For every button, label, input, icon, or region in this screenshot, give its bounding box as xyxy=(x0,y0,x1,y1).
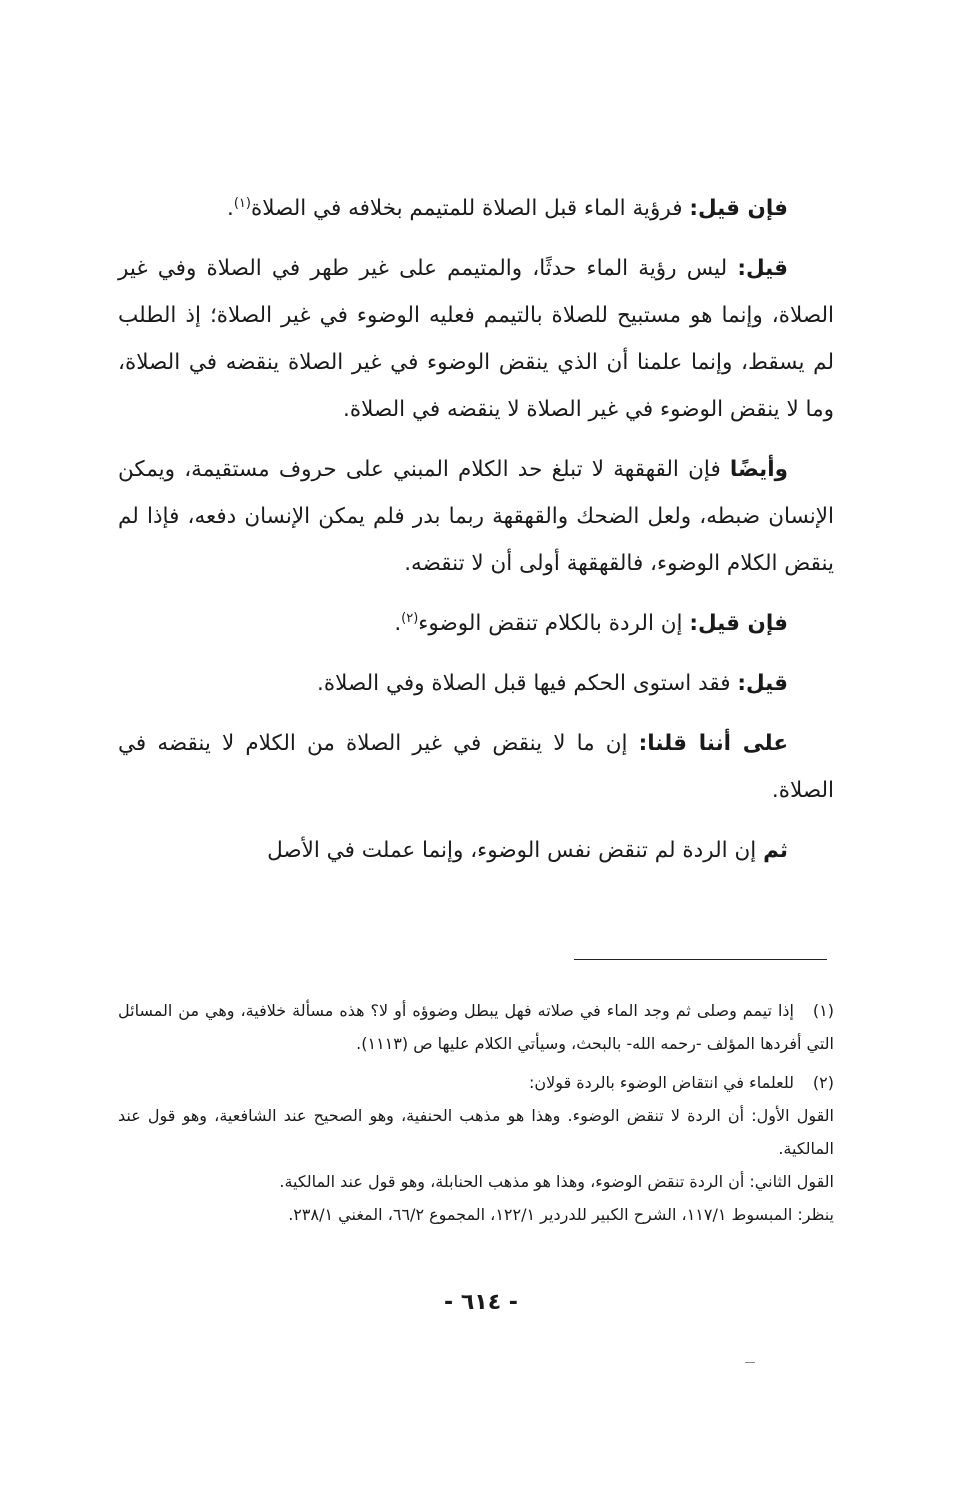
paragraph-lead: وأيضًا xyxy=(729,457,788,482)
scan-mark xyxy=(745,1362,755,1363)
footnote-opinion-1: القول الأول: أن الردة لا تنقض الوضوء. وهذا هو مذهب الحنفية، وهو الصحيح عند الشافعية، وهو قول عند المالكية. xyxy=(118,1106,834,1158)
footnote-intro: للعلماء في انتقاض الوضوء بالردة قولان: xyxy=(529,1073,794,1092)
main-text xyxy=(118,185,834,887)
paragraph-5 xyxy=(118,660,834,707)
footnote-separator xyxy=(574,959,827,960)
footnote-text: إذا تيمم وصلى ثم وجد الماء في صلاته فهل يبطل وضوؤه أو لا؟ هذه مسألة خلافية، وهي من المسائل التي أفردها المؤلف -رحمه الله- بالبحث، وسيأتي الكلام عليها ص (١١١٣). xyxy=(118,1001,834,1053)
paragraph-lead: قيل: xyxy=(737,671,788,696)
paragraph-tail: . xyxy=(394,611,402,636)
footnotes xyxy=(118,994,834,1237)
footnote-1 xyxy=(118,994,834,1060)
paragraph-2 xyxy=(118,245,834,433)
footnote-ref-2[interactable]: (٢) xyxy=(401,610,419,626)
footnote-references: ينظر: المبسوط ١١٧/١، الشرح الكبير للدردير ١٢٢/١، المجموع ٦٦/٢، المغني ٢٣٨/١. xyxy=(288,1205,834,1224)
paragraph-text: إن ما لا ينقض في غير الصلاة من الكلام لا ينقضه في الصلاة. xyxy=(118,731,834,803)
footnote-2 xyxy=(118,1066,834,1231)
paragraph-text: ليس رؤية الماء حدثًا، والمتيمم على غير طهر في الصلاة وفي غير الصلاة، وإنما هو مستبيح للصلاة بالتيمم فعليه الوضوء في غير الصلاة؛ إذ الطلب لم يسقط، وإنما علمنا أن الذي ينقض الوضوء في غير الصلاة ينقضه في الصلاة، وما لا ينقض الوضوء في غير الصلاة لا ينقضه في الصلاة. xyxy=(118,256,834,422)
paragraph-lead: على أننا قلنا: xyxy=(638,731,789,756)
footnote-number: (٢) xyxy=(812,1073,834,1092)
paragraph-text: فرؤية الماء قبل الصلاة للمتيمم بخلافه في الصلاة xyxy=(250,196,690,221)
paragraph-text: إن الردة لم تنقض نفس الوضوء، وإنما عملت في الأصل xyxy=(267,838,764,863)
paragraph-text: فإن القهقهة لا تبلغ حد الكلام المبني على حروف مستقيمة، ويمكن الإنسان ضبطه، ولعل الضحك والقهقهة ربما بدر فلم يمكن الإنسان دفعه، فإذا لم ينقض الكلام الوضوء، فالقهقهة أولى أن لا تنقضه. xyxy=(118,457,834,576)
paragraph-lead: فإن قيل: xyxy=(689,611,788,636)
paragraph-text: إن الردة بالكلام تنقض الوضوء xyxy=(418,611,690,636)
paragraph-lead: قيل: xyxy=(737,256,788,281)
paragraph-tail: . xyxy=(226,196,234,221)
paragraph-7 xyxy=(118,827,834,874)
paragraph-lead: فإن قيل: xyxy=(689,196,788,221)
paragraph-text: فقد استوى الحكم فيها قبل الصلاة وفي الصلاة. xyxy=(317,671,738,696)
footnote-number: (١) xyxy=(812,1001,834,1020)
footnote-ref-1[interactable]: (١) xyxy=(233,195,251,211)
paragraph-6 xyxy=(118,720,834,814)
page-number: - ٦١٤ - xyxy=(444,1290,518,1315)
footnote-opinion-2: القول الثاني: أن الردة تنقض الوضوء، وهذا هو مذهب الحنابلة، وهو قول عند المالكية. xyxy=(279,1172,834,1191)
paragraph-3 xyxy=(118,446,834,587)
paragraph-1 xyxy=(118,185,834,232)
paragraph-lead: ثم xyxy=(763,838,788,863)
paragraph-4 xyxy=(118,600,834,647)
